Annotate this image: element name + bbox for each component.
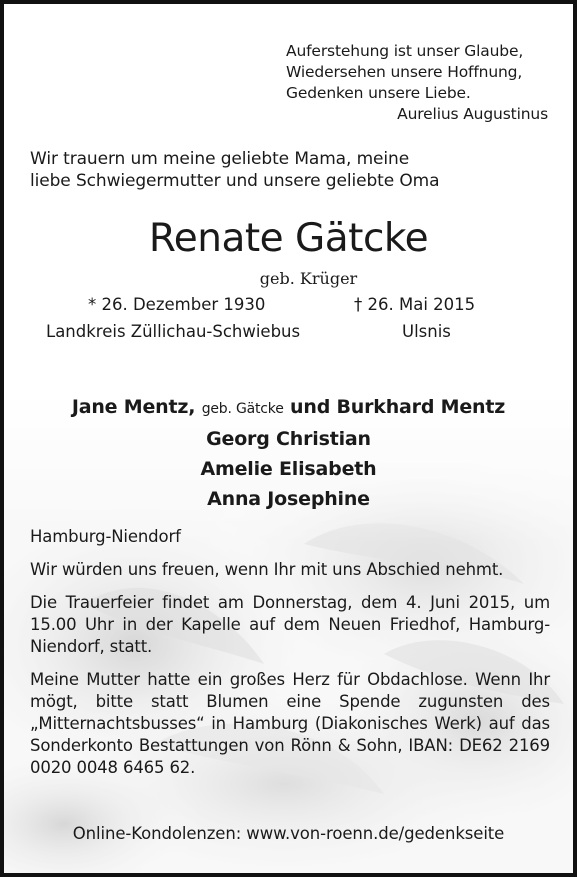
quote-block: [286, 41, 548, 125]
quote-line: Wiedersehen unsere Hoffnung,: [286, 63, 523, 81]
quote-line: Auferstehung ist unser Glaube,: [286, 42, 524, 60]
donation-text: Meine Mutter hatte ein großes Herz für Obdachlose. Wenn Ihr mögt, bitte statt Blumen eine Spende zugunsten des „Mitternachtsbusses“ in Hamburg (Diakonisches Werk) auf das Sonderkonto Bestattungen von Rönn & Sohn, IBAN: DE62 2169 0020 0048 6465 62.: [30, 670, 550, 777]
family-partner-name: und Burkhard Mentz: [290, 396, 506, 418]
deceased-name: Renate Gätcke: [148, 216, 429, 261]
death-date: † 26. Mai 2015: [354, 295, 476, 314]
farewell-text: Wir würden uns freuen, wenn Ihr mit uns Abschied nehmt.: [30, 560, 504, 579]
online-condolences: Online-Kondolenzen: www.von-roenn.de/gedenkseite: [72, 824, 505, 843]
family-main-line: [4, 392, 573, 424]
grandchild-name: Anna Josephine: [207, 488, 370, 510]
family-member-maiden: geb. Gätcke: [201, 401, 284, 417]
death-place: Ulsnis: [402, 322, 451, 341]
birth-place: Landkreis Züllichau-Schwiebus: [46, 322, 301, 341]
birth-date: * 26. Dezember 1930: [88, 295, 266, 314]
grandchild-name: Georg Christian: [206, 428, 371, 450]
location-text: Hamburg-Niendorf: [30, 527, 181, 546]
intro-text: [30, 148, 550, 192]
body-text: [30, 526, 550, 790]
quote-line: Gedenken unsere Liebe.: [286, 84, 471, 102]
quote-author: Aurelius Augustinus: [397, 105, 548, 123]
intro-line: Wir trauern um meine geliebte Mama, meine: [30, 149, 410, 169]
grandchild-name: Amelie Elisabeth: [200, 458, 377, 480]
family-member-name: Jane Mentz,: [71, 396, 196, 418]
deceased-maiden-name: geb. Krüger: [259, 269, 358, 288]
intro-line: liebe Schwiegermutter und unsere geliebte Oma: [30, 171, 440, 191]
ceremony-text: Die Trauerfeier findet am Donnerstag, dem 4. Juni 2015, um 15.00 Uhr in der Kapelle auf dem Neuen Friedhof, Hamburg-Niendorf, statt.: [30, 593, 550, 656]
family-signatures: [4, 392, 573, 514]
